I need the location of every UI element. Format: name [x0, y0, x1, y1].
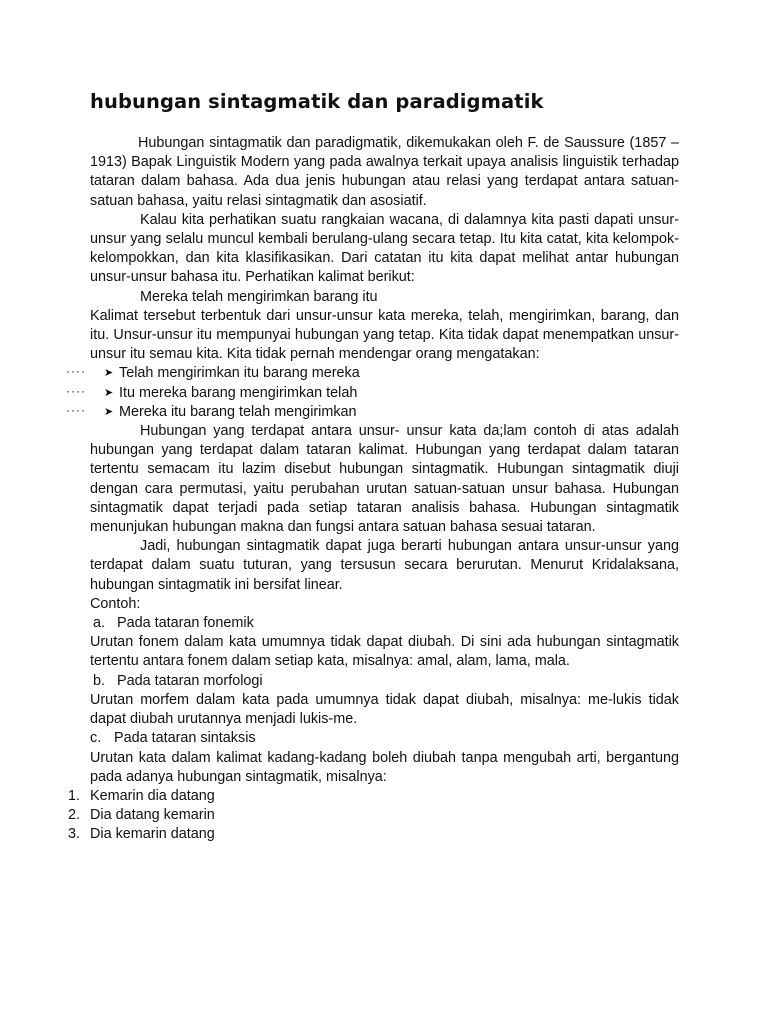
list-item — [66, 402, 679, 422]
section-label: b. — [93, 672, 106, 689]
paragraph-kalimat: Kalimat tersebut terbentuk dari unsur-unsur kata mereka, telah, mengirimkan, barang, dan itu. Unsur-unsur itu mempunyai hubungan yang tetap. Kita tidak dapat menempatkan unsur-unsur itu semau kita. Kita tidak pernah mendengar orang mengatakan: — [90, 307, 679, 363]
bullet-marker: ···· — [66, 383, 86, 398]
list-item — [68, 825, 679, 844]
section-heading-fonemik — [90, 614, 679, 633]
document-body — [66, 134, 679, 845]
numbered-list — [68, 787, 679, 845]
section-heading-text: Pada tataran morfologi — [117, 672, 263, 689]
list-item — [66, 364, 679, 383]
list-item-text: Kemarin dia datang — [90, 787, 215, 804]
list-number: 2. — [68, 807, 81, 824]
list-item-text: Dia datang kemarin — [90, 807, 215, 824]
paragraph-intro: Hubungan sintagmatik dan paradigmatik, dikemukakan oleh F. de Saussure (1857 – 1913) Bapak Linguistik Modern yang pada awalnya terkait upaya analisis linguistik terhadap tataran dalam bahasa. Ada dua jenis hubungan atau relasi yang terdapat antara satuan-satuan bahasa, yaitu relasi sintagmatik dan asosiatif. — [90, 135, 679, 209]
list-item — [68, 787, 679, 806]
document-title: hubungan sintagmatik dan paradigmatik — [90, 90, 544, 113]
contoh-label: Contoh: — [90, 595, 141, 612]
section-label: a. — [93, 615, 106, 632]
list-number: 1. — [68, 787, 81, 804]
section-heading-morfologi — [90, 672, 679, 691]
bullet-list — [66, 364, 679, 422]
list-number: 3. — [68, 826, 81, 843]
bullet-marker: ···· — [66, 364, 86, 379]
section-heading-sintaksis — [90, 729, 679, 748]
bullet-text: Itu mereka barang mengirimkan telah — [119, 384, 358, 401]
bullet-marker: ···· — [66, 402, 86, 417]
section-text-fonemik: Urutan fonem dalam kata umumnya tidak dapat diubah. Di sini ada hubungan sintagmatik tertentu antara fonem dalam setiap kata, misalnya: amal, alam, lama, mala. — [90, 634, 679, 670]
paragraph-hubungan: Hubungan yang terdapat antara unsur- unsur kata da;lam contoh di atas adalah hubungan yang terdapat dalam tataran kalimat. Hubungan yang terdapat dalam tataran tertentu semacam itu lazim disebut hubungan sintagmatik. Hubungan sintagmatik diuji dengan cara permutasi, yaitu perubahan urutan satuan-satuan unsur bahasa. Hubungan sintagmatik dapat terjadi pada setiap tataran analisis bahasa. Hubungan sintagmatik menunjukan hubungan makna dan fungsi antara satuan bahasa sesuai tataran. — [90, 423, 679, 536]
paragraph-jadi: Jadi, hubungan sintagmatik dapat juga berarti hubungan antara unsur-unsur yang terdapat dalam suatu tuturan, yang tersusun secara berurutan. Menurut Kridalaksana, hubungan sintagmatik ini bersifat linear. — [90, 538, 679, 593]
bullet-text: Telah mengirimkan itu barang mereka — [119, 365, 360, 382]
arrow-bullet-icon: ➤ — [104, 367, 114, 380]
list-item-text: Dia kemarin datang — [90, 826, 215, 843]
paragraph-wacana: Kalau kita perhatikan suatu rangkaian wacana, di dalamnya kita pasti dapati unsur-unsur yang selalu muncul kembali berulang-ulang secara tetap. Itu kita catat, kita kelompok-kelompokkan, dan kita klasifikasikan. Dari catatan itu kita dapat melihat antar hubungan unsur-unsur bahasa itu. Perhatikan kalimat berikut: — [90, 211, 679, 286]
section-text-sintaksis: Urutan kata dalam kalimat kadang-kadang boleh diubah tanpa mengubah arti, bergantung pada adanya hubungan sintagmatik, misalnya: — [90, 749, 679, 785]
list-item — [66, 383, 679, 403]
list-item — [68, 806, 679, 825]
section-label: c. — [90, 730, 102, 747]
section-heading-text: Pada tataran sintaksis — [114, 730, 256, 747]
section-heading-text: Pada tataran fonemik — [117, 615, 254, 632]
arrow-bullet-icon: ➤ — [104, 405, 114, 418]
bullet-text: Mereka itu barang telah mengirimkan — [119, 403, 357, 420]
arrow-bullet-icon: ➤ — [104, 386, 114, 399]
section-text-morfologi: Urutan morfem dalam kata pada umumnya tidak dapat diubah, misalnya: me-lukis tidak dapat diubah urutannya menjadi lukis-me. — [90, 691, 679, 728]
example-sentence: Mereka telah mengirimkan barang itu — [140, 288, 378, 305]
